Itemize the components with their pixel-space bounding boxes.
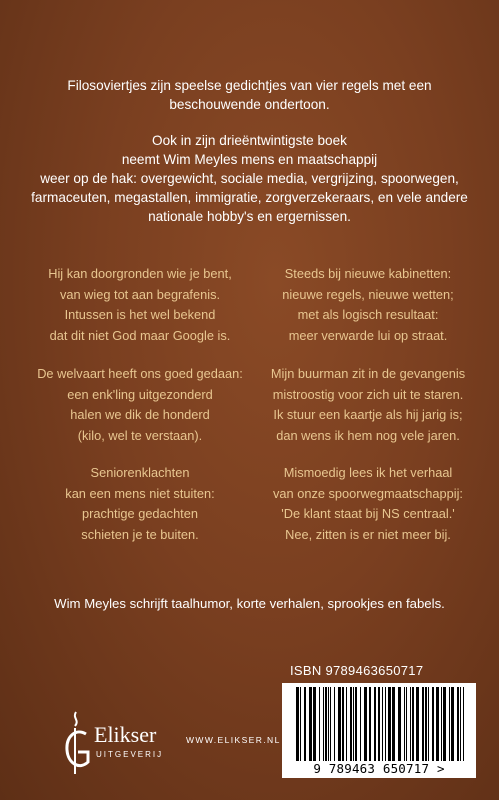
poem-line: schieten je te buiten.	[81, 526, 199, 542]
poem-line: halen we dik de honderd	[70, 407, 210, 422]
barcode-bar	[323, 687, 324, 761]
barcode-bar	[360, 687, 361, 761]
poem-line: Seniorenklachten	[90, 465, 190, 480]
barcode-bar	[309, 687, 312, 761]
poem-line: Mijn buurman zit in de gevangenis	[270, 366, 466, 381]
poem-line: nieuwe regels, nieuwe wetten;	[282, 286, 454, 302]
poem-line: Ik stuur een kaartje als hij jarig is;	[273, 407, 463, 422]
poem-right-1	[258, 264, 478, 346]
barcode-bar	[355, 687, 357, 761]
barcode-bar	[374, 687, 376, 761]
barcode-bar	[328, 687, 329, 761]
intro-paragraph-2	[0, 131, 499, 226]
poem-line: Intussen is het wel bekend	[64, 307, 216, 322]
barcode-bar	[463, 687, 464, 761]
barcode-bar	[369, 687, 371, 761]
barcode-bar	[425, 687, 427, 761]
poem-line: van onze spoorwegmaatschappij:	[273, 485, 463, 501]
barcode-bar	[398, 687, 401, 761]
barcode-bar	[443, 687, 446, 761]
poem-line: prachtige gedachten	[82, 506, 198, 521]
poem-line: Steeds bij nieuwe kabinetten:	[284, 266, 452, 281]
poem-line: (kilo, wel te verstaan).	[77, 427, 203, 443]
barcode-bar	[385, 687, 386, 761]
barcode-bar	[304, 687, 306, 761]
barcode-bar	[412, 687, 414, 761]
barcode-bar	[460, 687, 461, 761]
barcode-bar	[296, 687, 299, 761]
barcode-bar	[436, 687, 439, 761]
poem-left-1	[30, 264, 250, 346]
barcode-bar	[319, 687, 320, 761]
barcode-bar	[416, 687, 419, 761]
barcode-bar	[334, 687, 335, 761]
intro-line: weer op de hak: overgewicht, sociale media, vergrijzing, spoorwegen,	[40, 171, 459, 186]
barcode-bar	[313, 687, 316, 761]
poem-left-3	[30, 463, 250, 545]
barcode-bar	[388, 687, 391, 761]
intro-line: beschouwende ondertoon.	[169, 97, 330, 112]
publisher-emblem-icon	[62, 708, 96, 780]
barcode-bar	[449, 687, 450, 761]
barcode-bar	[422, 687, 424, 761]
publisher-website: WWW.ELIKSER.NL	[186, 735, 281, 745]
poem-line: Hij kan doorgronden wie je bent,	[48, 266, 232, 281]
barcode-bar	[325, 687, 327, 761]
poem-left-2	[30, 364, 250, 446]
poem-right-2	[258, 364, 478, 446]
publisher-logo	[62, 708, 192, 780]
poem-line: Nee, zitten is er niet meer bij.	[285, 526, 451, 542]
barcode-bar	[382, 687, 383, 761]
barcode-bar	[410, 687, 411, 761]
intro-line: Ook in zijn drieëntwintigste boek	[152, 133, 347, 148]
poem-line: De welvaart heeft ons goed gedaan:	[37, 366, 243, 381]
poem-line: mistroostig voor zich uit te staren.	[272, 386, 464, 402]
poem-line: een enk'ling uitgezonderd	[67, 386, 213, 402]
barcode-bar	[392, 687, 395, 761]
barcode-bar	[350, 687, 352, 761]
intro-line: nationale hobby's en ergernissen.	[148, 209, 351, 224]
barcode-bar	[378, 687, 380, 761]
barcode-bar	[338, 687, 341, 761]
poem-line: kan een mens niet stuiten:	[65, 485, 215, 501]
barcode-bar	[432, 687, 434, 761]
barcode	[282, 683, 476, 778]
barcode-bar	[441, 687, 442, 761]
publisher-name: Elikser	[94, 722, 157, 747]
intro-paragraph-1	[0, 76, 499, 114]
poem-line: meer verwarde lui op straat.	[288, 327, 448, 343]
barcode-bar	[404, 687, 405, 761]
intro-line: Filosoviertjes zijn speelse gedichtjes van vier regels met een	[67, 78, 432, 93]
barcode-bar	[346, 687, 347, 761]
poem-line: dan wens ik hem nog vele jaren.	[276, 427, 460, 443]
intro-line: farmaceuten, megastallen, immigratie, zorgverzekeraars, en vele andere	[31, 190, 468, 205]
isbn-label: ISBN 9789463650717	[290, 663, 424, 678]
barcode-bar	[353, 687, 354, 761]
barcode-bar	[451, 687, 454, 761]
publisher-subtitle: UITGEVERIJ	[96, 750, 164, 759]
barcode-bar	[428, 687, 429, 761]
barcode-bar	[330, 687, 331, 761]
barcode-bars	[282, 683, 476, 763]
author-tagline: Wim Meyles schrijft taalhumor, korte verhalen, sprookjes en fabels.	[54, 596, 445, 611]
barcode-bar	[406, 687, 407, 761]
barcode-digits: 9 789463 650717 >	[313, 761, 445, 776]
barcode-bar	[364, 687, 367, 761]
barcode-bar	[300, 687, 301, 761]
poem-line: dat dit niet God maar Google is.	[49, 327, 231, 343]
barcode-bar	[342, 687, 344, 761]
barcode-bar	[457, 687, 459, 761]
poem-line: Mismoedig lees ik het verhaal	[283, 465, 453, 480]
poem-line: met als logisch resultaat:	[297, 307, 439, 322]
poem-line: van wieg tot aan begrafenis.	[59, 286, 221, 302]
poem-line: 'De klant staat bij NS centraal.'	[281, 506, 455, 521]
blurb-intro	[0, 76, 499, 243]
intro-line: neemt Wim Meyles mens en maatschappij	[121, 152, 378, 167]
poem-right-3	[258, 463, 478, 545]
